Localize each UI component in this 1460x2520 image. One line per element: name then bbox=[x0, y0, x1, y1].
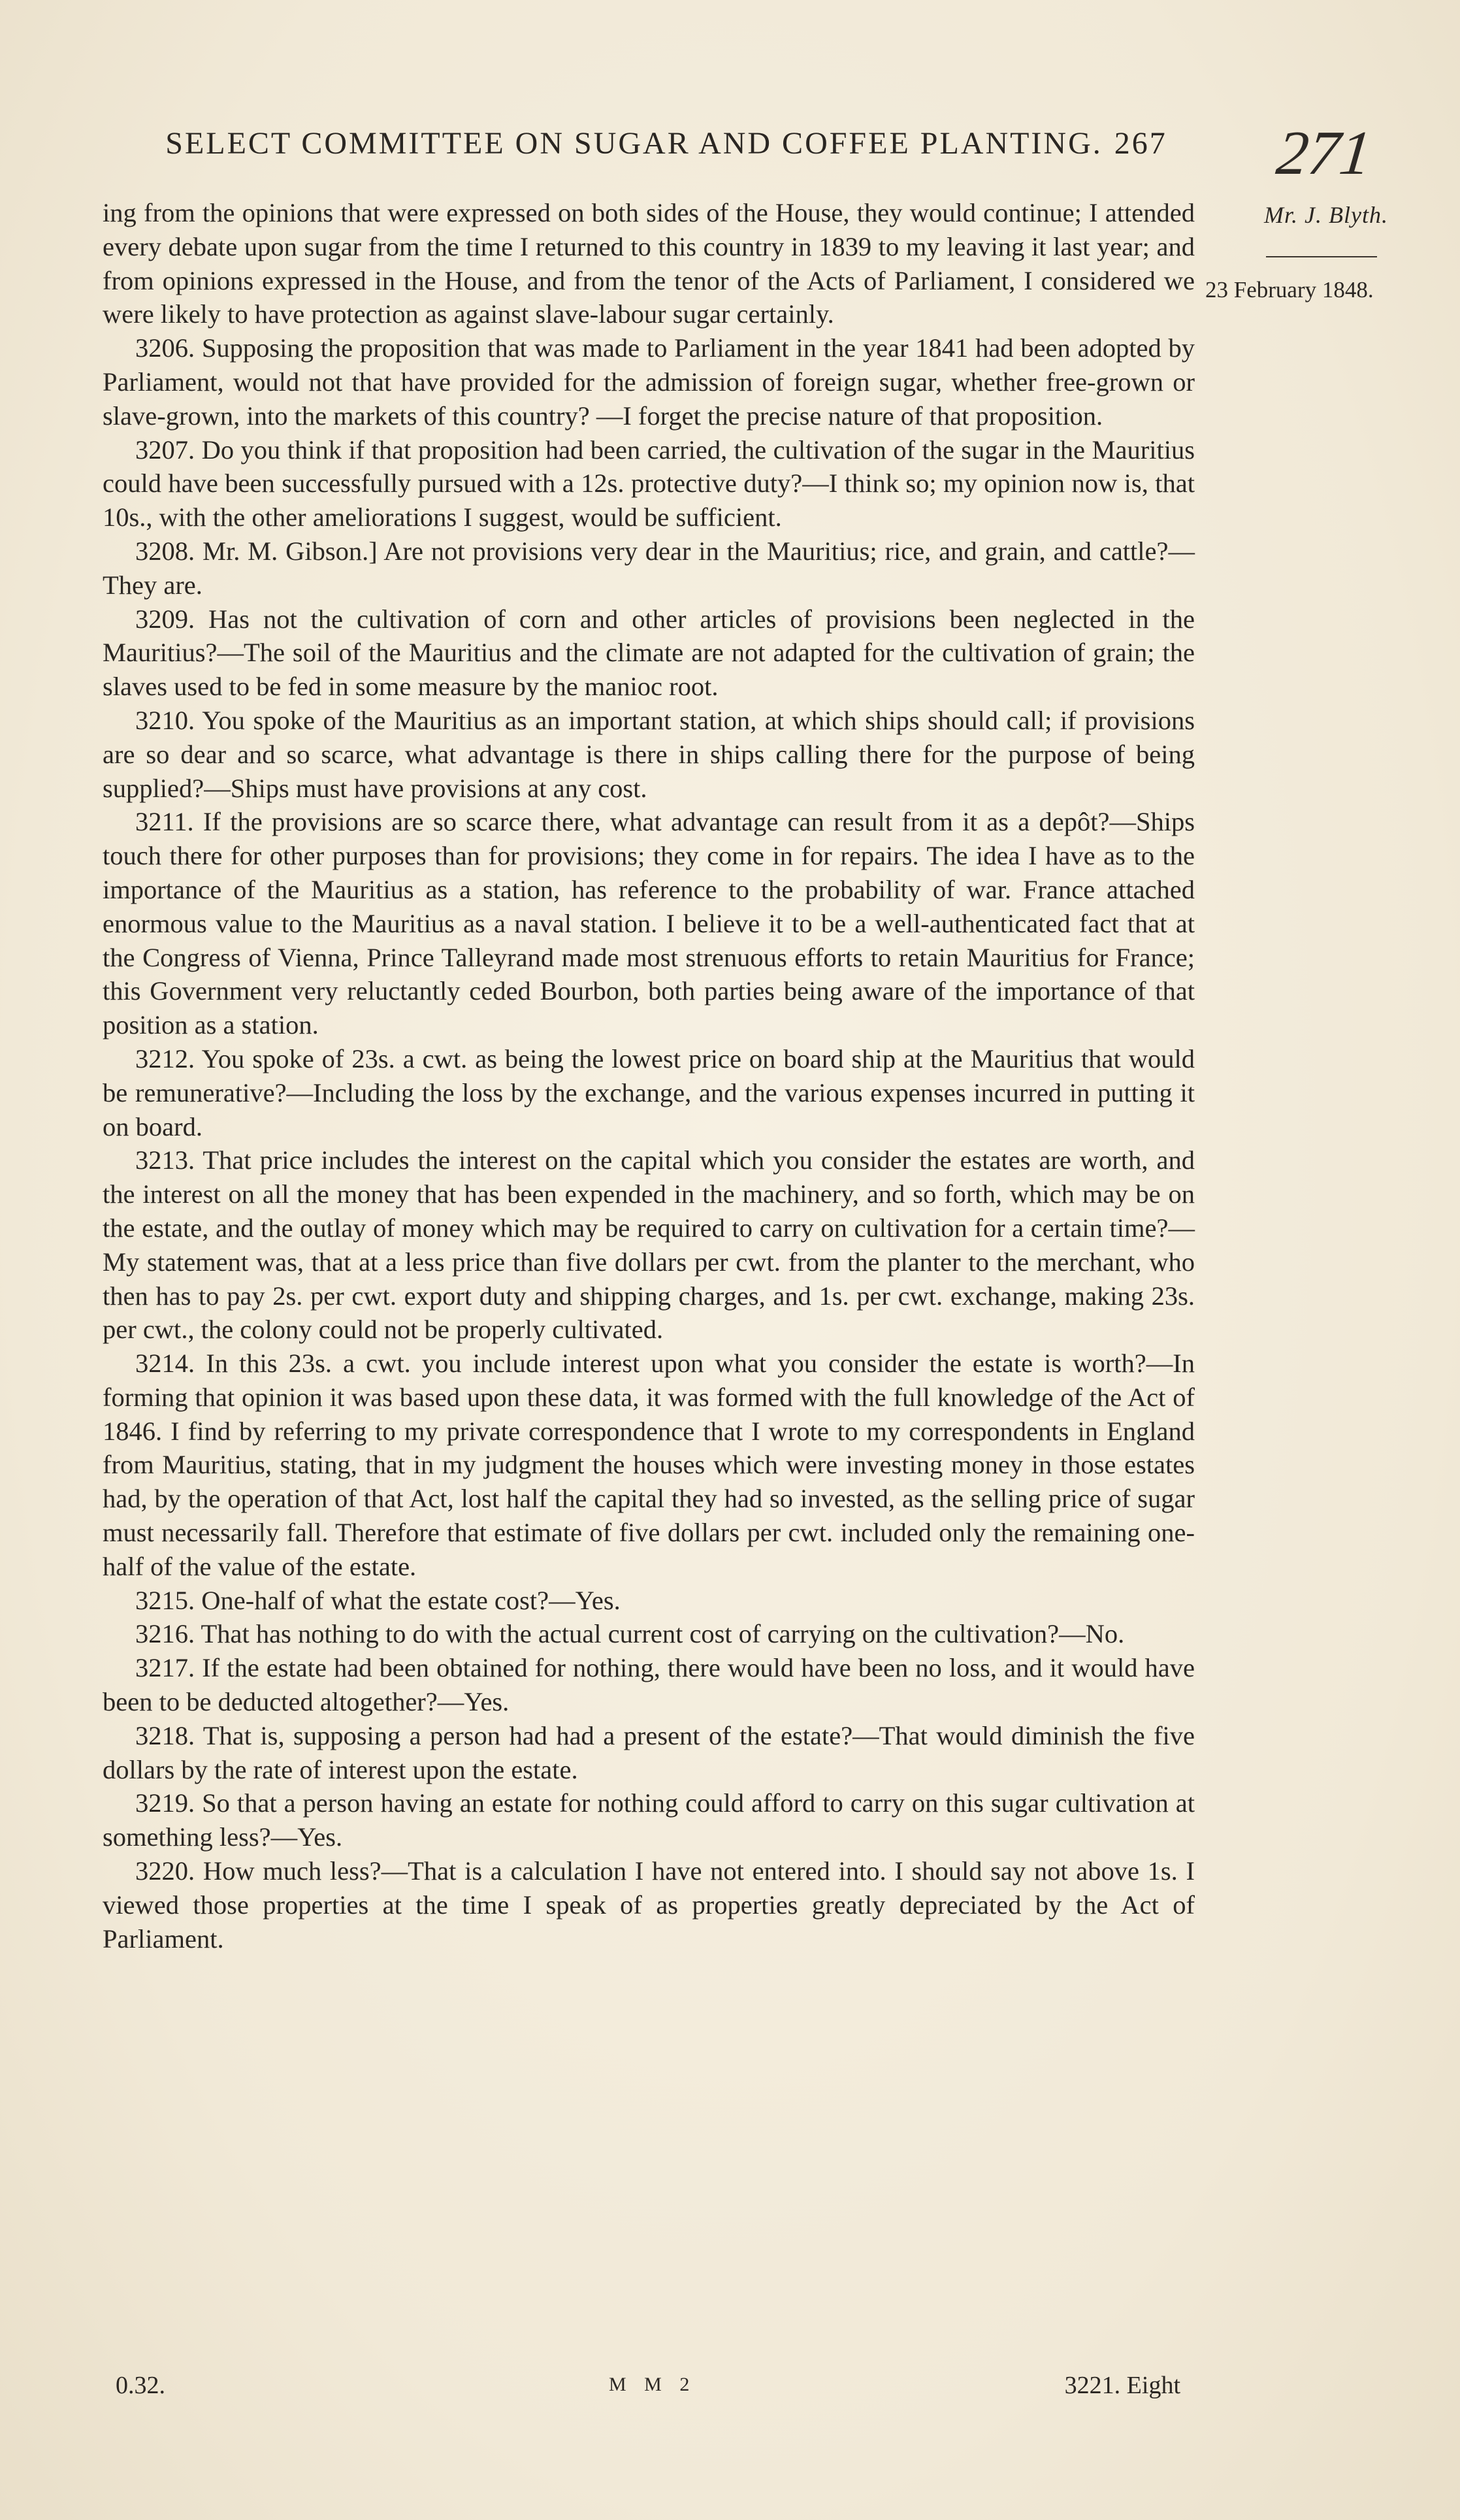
margin-witness-name bbox=[1228, 201, 1424, 229]
paragraph: 3211. If the provisions are so scarce there, what advantage can result from it as a depôt?—Ships touch there for other purposes than for provisions; they come in for repairs. The idea I have as to the importance of the Mauritius as a station, has reference to the probability of war. France attached enormous value to the Mauritius as a naval station. I believe it to be a well-authenticated fact that at the Congress of Vienna, Prince Talleyrand made most strenuous efforts to retain Mauritius for France; this Government very reluctantly ceded Bourbon, both parties being aware of the importance of that position as a station. bbox=[103, 807, 1195, 1040]
page-header bbox=[131, 125, 1202, 161]
margin-date: 23 February 1848. bbox=[1205, 277, 1374, 303]
paragraph: 3219. So that a person having an estate for nothing could afford to carry on this sugar cultivation at something less?—Yes. bbox=[103, 1788, 1195, 1852]
witness-name-text: Mr. J. Blyth. bbox=[1264, 202, 1388, 228]
footer-signature-mark: M M 2 bbox=[609, 2374, 696, 2395]
paragraph: 3215. One-half of what the estate cost?—Yes. bbox=[135, 1585, 621, 1615]
page-number: 267 bbox=[1114, 126, 1167, 161]
header-title: SELECT COMMITTEE ON SUGAR AND COFFEE PLANTING. bbox=[165, 126, 1103, 161]
paragraph: 3213. That price includes the interest on the capital which you consider the estates are worth, and the interest on all the money that has been expended in the machinery, and so forth, which may be on the estate, and the outlay of money which may be required to carry on cultivation for a certain time?—My statement was, that at a less price than five dollars per cwt. from the planter to the merchant, who then has to pay 2s. per cwt. export duty and shipping charges, and 1s. per cwt. exchange, making 23s. per cwt., the colony could not be properly cultivated. bbox=[103, 1145, 1195, 1345]
paragraph: 3220. How much less?—That is a calculation I have not entered into. I should say not above 1s. I viewed those properties at the time I speak of as properties greatly depreciated by the Act of Parliament. bbox=[103, 1856, 1195, 1954]
paragraph: 3216. That has nothing to do with the actual current cost of carrying on the cultivation?—No. bbox=[135, 1619, 1125, 1649]
paragraph: 3210. You spoke of the Mauritius as an important station, at which ships should call; if provisions are so dear and so scarce, what advantage is there in ships calling there for the purpose of being supplied?—Ships must have provisions at any cost. bbox=[103, 705, 1195, 803]
paragraph: 3214. In this 23s. a cwt. you include interest upon what you consider the estate is worth?—In forming that opinion it was based upon these data, it was formed with the full knowledge of the Act of 1846. I find by referring to my private correspondence that I wrote to my correspondents in England from Mauritius, stating, that in my judgment the houses which were investing money in those estates had, by the operation of that Act, lost half the capital they had so invested, as the selling price of sugar must necessarily fall. Therefore that estimate of five dollars per cwt. included only the remaining one-half of the value of the estate. bbox=[103, 1349, 1195, 1581]
paragraph: 3217. If the estate had been obtained for nothing, there would have been no loss, and it would have been to be deducted altogether?—Yes. bbox=[103, 1653, 1195, 1717]
paragraph: 3206. Supposing the proposition that was made to Parliament in the year 1841 had been adopted by Parliament, would not that have provided for the admission of foreign sugar, whether free-grown or slave-grown, into the markets of this country? —I forget the precise nature of that proposition. bbox=[103, 333, 1195, 431]
paragraph: 3209. Has not the cultivation of corn and other articles of provisions been neglected in the Mauritius?—The soil of the Mauritius and the climate are not adapted for the cultivation of grain; the slaves used to be fed in some measure by the manioc root. bbox=[103, 604, 1195, 702]
paragraph: 3207. Do you think if that proposition had been carried, the cultivation of the sugar in the Mauritius could have been successfully pursued with a 12s. protective duty?—I think so; my opinion now is, that 10s., with the other ameliorations I suggest, would be sufficient. bbox=[103, 434, 1195, 532]
paragraph: 3212. You spoke of 23s. a cwt. as being the lowest price on board ship at the Mauritius that would be remunerative?—Including the loss by the exchange, and the various expenses incurred in putting it on board. bbox=[103, 1043, 1195, 1141]
paragraph: 3208. Mr. M. Gibson.] Are not provisions very dear in the Mauritius; rice, and grain, and cattle?—They are. bbox=[103, 536, 1195, 600]
paragraph: ing from the opinions that were expressed on both sides of the House, they would continue; I attended every debate upon sugar from the time I returned to this country in 1839 to my leaving it last year; and from opinions expressed in the House, and from the tenor of the Acts of Parliament, I considered we were likely to have protection as against slave-labour sugar certainly. bbox=[103, 198, 1195, 329]
handwritten-folio-number: 271 bbox=[1273, 118, 1375, 188]
footer-catchword: 3221. Eight bbox=[1064, 2372, 1180, 2399]
margin-rule bbox=[1266, 256, 1377, 257]
page-footer bbox=[103, 2371, 1187, 2404]
footer-sessional-number: 0.32. bbox=[116, 2372, 165, 2399]
paragraph: 3218. That is, supposing a person had had a present of the estate?—That would diminish the five dollars by the rate of interest upon the estate. bbox=[103, 1720, 1195, 1784]
body-text bbox=[103, 196, 1195, 1955]
